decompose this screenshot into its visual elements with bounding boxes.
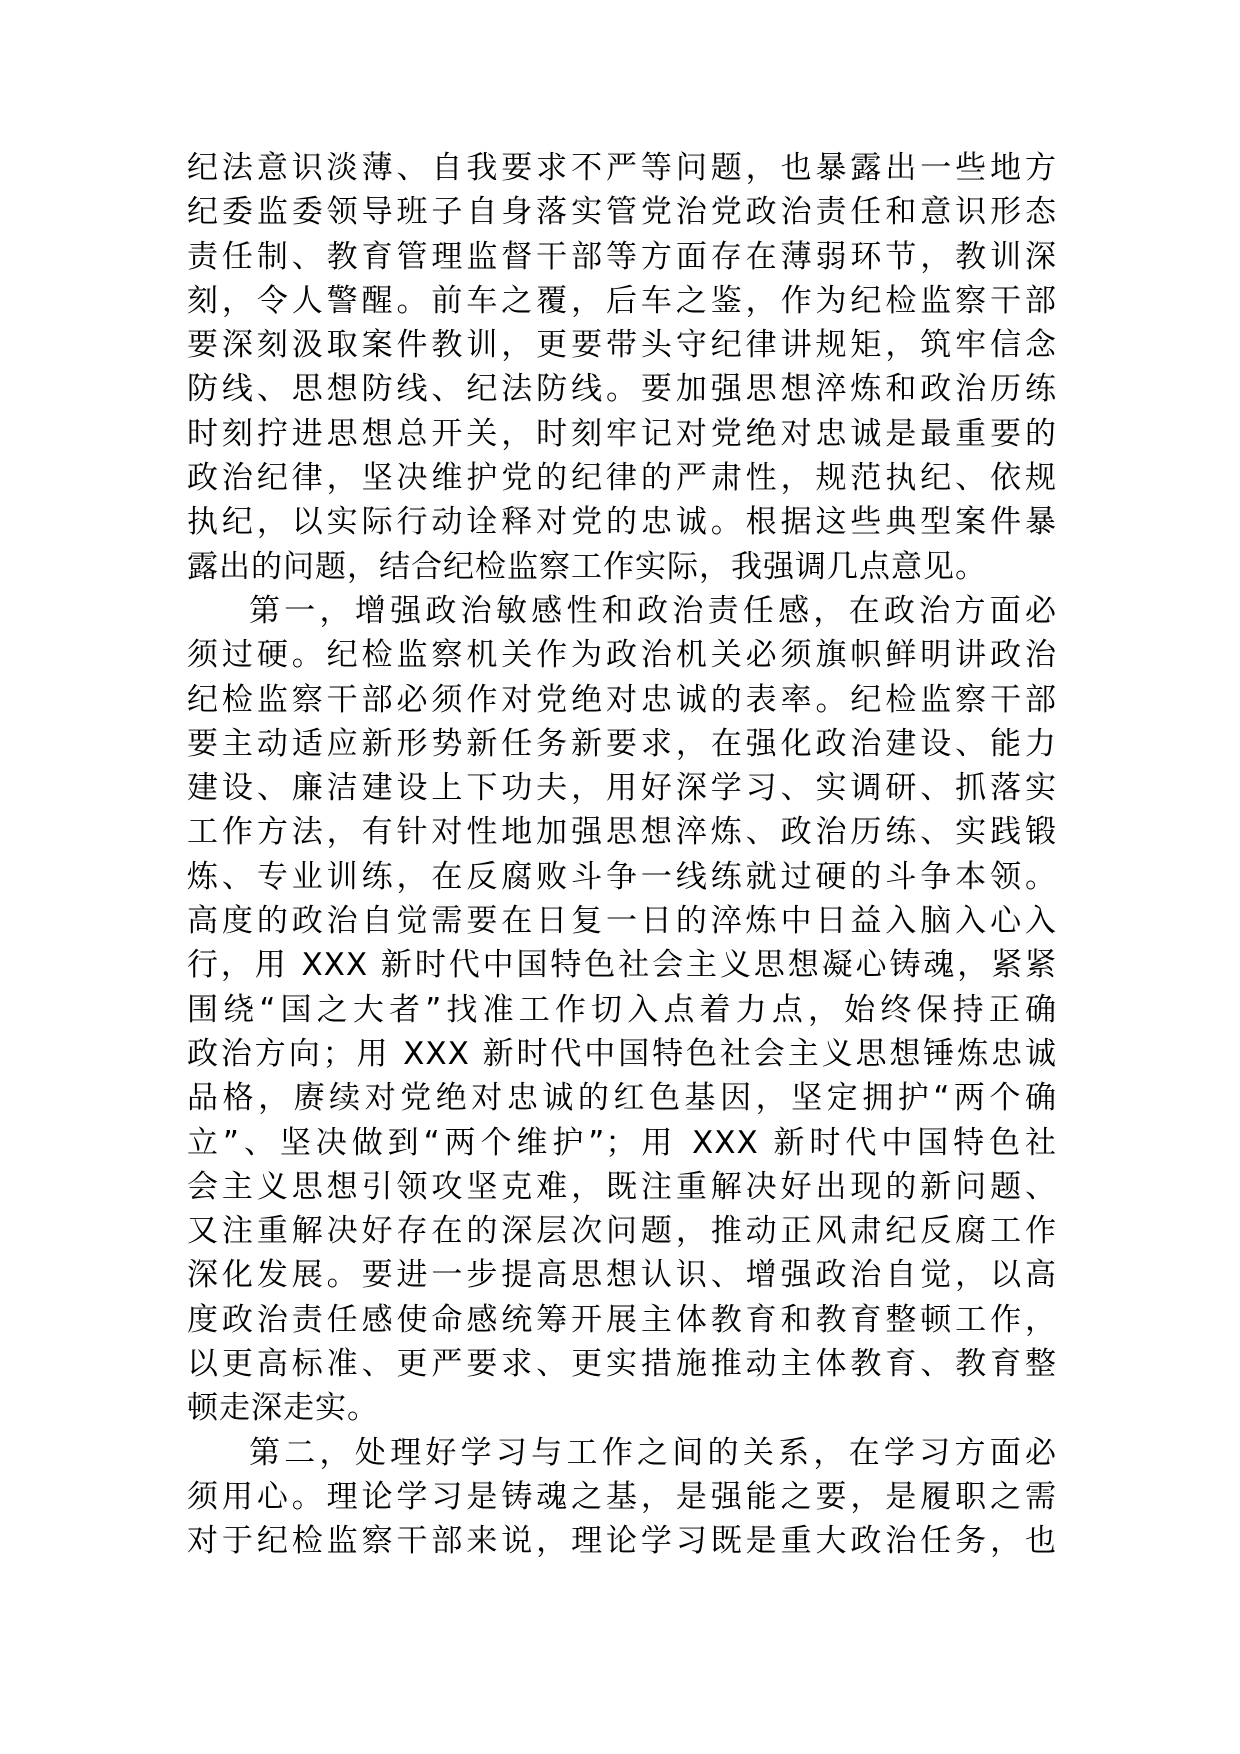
text-line: 又注重解决好存在的深层次问题，推动正风肃纪反腐工作 (187, 1213, 1057, 1250)
text-line: 纪检监察干部必须作对党绝对忠诚的表率。纪检监察干部 (187, 681, 1057, 718)
text-line: 须过硬。纪检监察机关作为政治机关必须旗帜鲜明讲政治 (187, 637, 1057, 674)
text-line: 炼、专业训练，在反腐败斗争一线练就过硬的斗争本领。 (187, 858, 1057, 895)
text-line: 政治方向；用 XXX 新时代中国特色社会主义思想锤炼忠诚 (187, 1035, 1057, 1072)
text-line: 时刻拧进思想总开关，时刻牢记对党绝对忠诚是最重要的 (187, 415, 1057, 452)
text-line: 立”、坚决做到“两个维护”；用 XXX 新时代中国特色社 (187, 1124, 1057, 1161)
text-line: 第一，增强政治敏感性和政治责任感，在政治方面必 (249, 592, 1057, 629)
text-line: 政治纪律，坚决维护党的纪律的严肃性，规范执纪、依规 (187, 460, 1057, 497)
text-line: 要主动适应新形势新任务新要求，在强化政治建设、能力 (187, 725, 1057, 762)
text-line: 行，用 XXX 新时代中国特色社会主义思想凝心铸魂，紧紧 (187, 947, 1057, 984)
paragraph-continuation (187, 146, 1057, 589)
paragraph-second-point (187, 1431, 1057, 1564)
text-line: 对于纪检监察干部来说，理论学习既是重大政治任务，也 (187, 1523, 1057, 1560)
text-line: 高度的政治自觉需要在日复一日的淬炼中日益入脑入心入 (187, 903, 1057, 940)
text-line: 品格，赓续对党绝对忠诚的红色基因，坚定拥护“两个确 (187, 1080, 1057, 1117)
text-line: 纪委监委领导班子自身落实管党治党政治责任和意识形态 (187, 194, 1057, 231)
text-line: 度政治责任感使命感统筹开展主体教育和教育整顿工作， (187, 1301, 1057, 1338)
text-line: 露出的问题，结合纪检监察工作实际，我强调几点意见。 (187, 548, 987, 585)
paragraph-first-point (187, 589, 1057, 1431)
text-line: 刻，令人警醒。前车之覆，后车之鉴，作为纪检监察干部 (187, 282, 1057, 319)
text-line: 围绕“国之大者”找准工作切入点着力点，始终保持正确 (187, 991, 1057, 1028)
text-line: 深化发展。要进一步提高思想认识、增强政治自觉，以高 (187, 1257, 1057, 1294)
text-line: 防线、思想防线、纪法防线。要加强思想淬炼和政治历练 (187, 371, 1057, 408)
text-line: 工作方法，有针对性地加强思想淬炼、政治历练、实践锻 (187, 814, 1057, 851)
text-line: 执纪，以实际行动诠释对党的忠诚。根据这些典型案件暴 (187, 504, 1057, 541)
text-line: 纪法意识淡薄、自我要求不严等问题，也暴露出一些地方 (187, 150, 1057, 186)
text-line: 须用心。理论学习是铸魂之基，是强能之要，是履职之需 (187, 1478, 1057, 1515)
text-line: 要深刻汲取案件教训，更要带头守纪律讲规矩，筑牢信念 (187, 327, 1057, 364)
text-line: 顿走深走实。 (187, 1390, 379, 1427)
text-line: 责任制、教育管理监督干部等方面存在薄弱环节，教训深 (187, 238, 1057, 275)
text-line: 第二，处理好学习与工作之间的关系，在学习方面必 (249, 1434, 1057, 1471)
text-line: 建设、廉洁建设上下功夫，用好深学习、实调研、抓落实 (187, 770, 1057, 807)
text-line: 会主义思想引领攻坚克难，既注重解决好出现的新问题、 (187, 1168, 1057, 1205)
document-body (187, 146, 1057, 1564)
text-line: 以更高标准、更严要求、更实措施推动主体教育、教育整 (187, 1346, 1057, 1383)
